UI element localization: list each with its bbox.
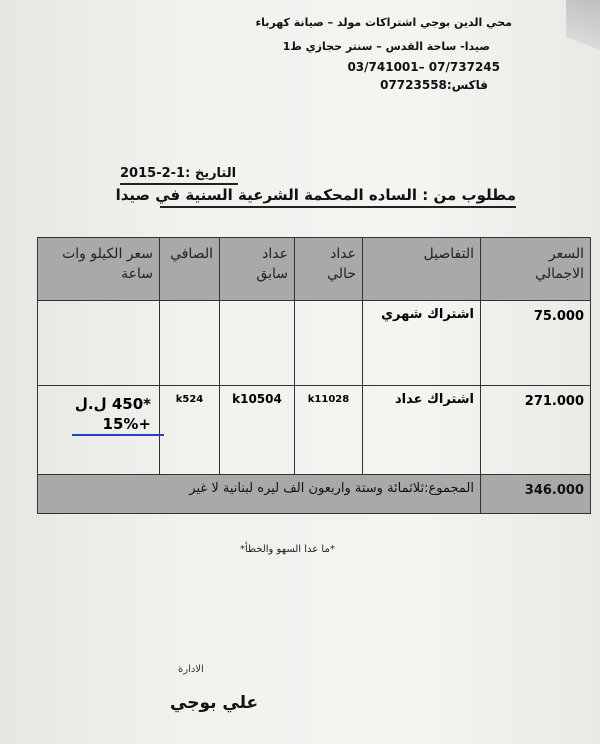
company-phones: 03/741001– 07/737245 [347,60,500,74]
row-kwh-price-line2: +15% [102,415,151,433]
header-total-price-line1: السعر [548,246,584,262]
total-in-words: المجموع:ثلاثمائة وستة واربعون الف ليره لبنانية لا غير [38,475,481,514]
row-total: 75.000 [481,301,591,386]
header-details: التفاصيل [363,238,481,301]
company-address-line: صيدا- ساحة القدس – سنتر حجازي ط1 [282,40,490,53]
errors-excepted-note: *ما عدا السهو والخطأ* [240,544,335,555]
row-kwh-price [38,386,160,475]
row-current-meter: k11028 [295,386,363,475]
header-kwh-price-line2: ساعة [121,266,153,282]
table-header-row [38,238,591,301]
paper-fold-corner [566,0,600,70]
date-underline [120,183,238,185]
company-fax: فاكس:07723558 [380,78,488,92]
company-name-line: محي الدين بوجي اشتراكات مولد – صيانة كهرباء [255,16,512,29]
row-total: 271.000 [481,386,591,475]
header-net: الصافي [160,238,220,301]
header-total-price [481,238,591,301]
header-previous-meter-line2: سابق [256,266,288,282]
row-kwh-price-line1: *450 ل.ل [74,395,151,413]
row-previous-meter [220,301,295,386]
header-previous-meter [220,238,295,301]
invoice-addressee: مطلوب من : الساده المحكمة الشرعية السنية في صيدا [115,186,516,204]
signature-label: الادارة [178,664,204,675]
row-net: k524 [160,386,220,475]
blue-pen-underline [72,434,164,436]
table-footer-row [38,475,591,514]
header-kwh-price [38,238,160,301]
table-row [38,301,591,386]
header-current-meter-line1: عداد [330,246,356,262]
grand-total: 346.000 [481,475,591,514]
invoice-date: التاريخ :1-2-2015 [120,166,237,181]
header-kwh-price-line1: سعر الكيلو وات [62,246,153,262]
row-details: اشتراك شهري [363,301,481,386]
row-net [160,301,220,386]
signature-name: علي بوجي [170,693,259,713]
header-current-meter-line2: حالي [327,266,356,282]
row-details: اشتراك عداد [363,386,481,475]
row-previous-meter: k10504 [220,386,295,475]
header-total-price-line2: الاجمالي [535,266,584,282]
row-kwh-price [38,301,160,386]
header-current-meter [295,238,363,301]
invoice-table [37,237,591,514]
table-row [38,386,591,475]
addressee-underline [160,206,516,208]
row-current-meter [295,301,363,386]
header-previous-meter-line1: عداد [262,246,288,262]
